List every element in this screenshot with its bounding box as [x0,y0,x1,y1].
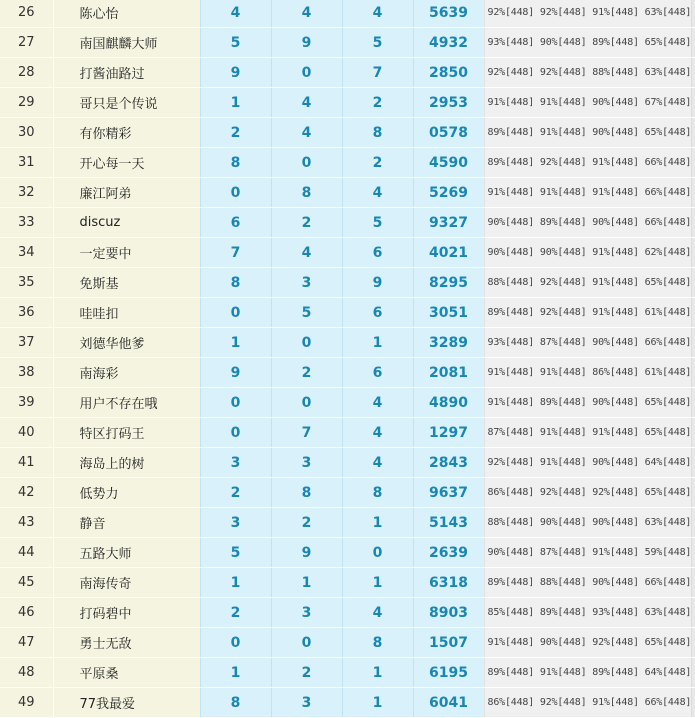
rank-cell: 34 [0,238,53,268]
digit-2-cell: 3 [271,448,342,478]
digit-3-cell: 6 [342,298,413,328]
rank-cell: 40 [0,418,53,448]
digit-1-cell: 0 [200,298,271,328]
table-row [0,508,695,538]
row-edge [691,418,695,448]
code-cell: 1297 [413,418,484,448]
stats-cell: 89%[448] 92%[448] 91%[448] 66%[448] [484,148,691,178]
table-row [0,28,695,58]
rank-cell: 44 [0,538,53,568]
row-edge [691,58,695,88]
digit-3-cell: 1 [342,658,413,688]
code-cell: 4021 [413,238,484,268]
stats-cell: 85%[448] 89%[448] 93%[448] 63%[448] [484,598,691,628]
digit-2-cell: 2 [271,208,342,238]
digit-1-cell: 7 [200,238,271,268]
table-row [0,478,695,508]
digit-2-cell: 2 [271,658,342,688]
digit-3-cell: 1 [342,328,413,358]
digit-2-cell: 4 [271,0,342,28]
stats-cell: 90%[448] 90%[448] 91%[448] 62%[448] [484,238,691,268]
row-edge [691,508,695,538]
digit-3-cell: 9 [342,268,413,298]
username-cell[interactable]: 廉江阿弟 [53,178,200,208]
digit-3-cell: 8 [342,478,413,508]
digit-1-cell: 1 [200,88,271,118]
digit-3-cell: 8 [342,628,413,658]
table-row [0,688,695,718]
table-row [0,238,695,268]
stats-cell: 93%[448] 90%[448] 89%[448] 65%[448] [484,28,691,58]
rank-cell: 42 [0,478,53,508]
code-cell: 5639 [413,0,484,28]
digit-2-cell: 9 [271,28,342,58]
digit-2-cell: 3 [271,688,342,718]
table-row [0,88,695,118]
digit-1-cell: 3 [200,508,271,538]
username-cell[interactable]: 免斯基 [53,268,200,298]
digit-3-cell: 2 [342,148,413,178]
row-edge [691,0,695,28]
digit-3-cell: 4 [342,418,413,448]
row-edge [691,178,695,208]
code-cell: 3289 [413,328,484,358]
table-row [0,118,695,148]
stats-cell: 89%[448] 91%[448] 89%[448] 64%[448] [484,658,691,688]
digit-2-cell: 4 [271,238,342,268]
code-cell: 9637 [413,478,484,508]
digit-1-cell: 0 [200,418,271,448]
row-edge [691,238,695,268]
code-cell: 4932 [413,28,484,58]
row-edge [691,358,695,388]
code-cell: 0578 [413,118,484,148]
stats-cell: 86%[448] 92%[448] 91%[448] 66%[448] [484,688,691,718]
stats-cell: 92%[448] 91%[448] 90%[448] 64%[448] [484,448,691,478]
code-cell: 9327 [413,208,484,238]
stats-cell: 91%[448] 91%[448] 91%[448] 66%[448] [484,178,691,208]
digit-1-cell: 0 [200,178,271,208]
row-edge [691,388,695,418]
digit-3-cell: 6 [342,238,413,268]
rank-cell: 48 [0,658,53,688]
stats-cell: 89%[448] 92%[448] 91%[448] 61%[448] [484,298,691,328]
code-cell: 2850 [413,58,484,88]
table-row [0,298,695,328]
rank-cell: 30 [0,118,53,148]
digit-3-cell: 5 [342,28,413,58]
table-row [0,58,695,88]
username-cell[interactable]: 平原桑 [53,658,200,688]
digit-1-cell: 2 [200,598,271,628]
row-edge [691,28,695,58]
rank-cell: 38 [0,358,53,388]
stats-cell: 87%[448] 91%[448] 91%[448] 65%[448] [484,418,691,448]
stats-cell: 88%[448] 90%[448] 90%[448] 63%[448] [484,508,691,538]
digit-1-cell: 1 [200,658,271,688]
stats-cell: 91%[448] 90%[448] 92%[448] 65%[448] [484,628,691,658]
digit-2-cell: 0 [271,58,342,88]
table-row [0,538,695,568]
code-cell: 6041 [413,688,484,718]
username-cell[interactable]: 开心每一天 [53,148,200,178]
digit-1-cell: 5 [200,538,271,568]
digit-1-cell: 1 [200,568,271,598]
digit-2-cell: 7 [271,418,342,448]
digit-1-cell: 8 [200,148,271,178]
stats-cell: 93%[448] 87%[448] 90%[448] 66%[448] [484,328,691,358]
username-cell[interactable]: 南国麒麟大师 [53,28,200,58]
digit-1-cell: 3 [200,448,271,478]
stats-cell: 91%[448] 91%[448] 86%[448] 61%[448] [484,358,691,388]
digit-2-cell: 5 [271,298,342,328]
code-cell: 6318 [413,568,484,598]
username-cell[interactable]: 一定要中 [53,238,200,268]
digit-2-cell: 2 [271,508,342,538]
row-edge [691,328,695,358]
username-cell[interactable]: 77我最爱 [53,688,200,718]
row-edge [691,538,695,568]
row-edge [691,208,695,238]
rank-cell: 29 [0,88,53,118]
digit-1-cell: 0 [200,388,271,418]
username-cell[interactable]: 打酱油路过 [53,58,200,88]
rank-cell: 45 [0,568,53,598]
username-cell[interactable]: 有你精彩 [53,118,200,148]
digit-1-cell: 2 [200,478,271,508]
digit-1-cell: 0 [200,628,271,658]
digit-1-cell: 2 [200,118,271,148]
username-cell[interactable]: 南海彩 [53,358,200,388]
table-row [0,418,695,448]
code-cell: 2953 [413,88,484,118]
username-cell[interactable]: 南海传奇 [53,568,200,598]
stats-cell: 92%[448] 92%[448] 91%[448] 63%[448] [484,0,691,28]
username-cell[interactable]: 打码碧中 [53,598,200,628]
digit-3-cell: 5 [342,208,413,238]
table-row [0,658,695,688]
username-cell[interactable]: discuz [53,208,200,238]
row-edge [691,568,695,598]
digit-1-cell: 9 [200,358,271,388]
table-row [0,178,695,208]
digit-3-cell: 2 [342,88,413,118]
stats-cell: 89%[448] 91%[448] 90%[448] 65%[448] [484,118,691,148]
code-cell: 5143 [413,508,484,538]
table-row [0,358,695,388]
digit-2-cell: 8 [271,478,342,508]
stats-cell: 90%[448] 89%[448] 90%[448] 66%[448] [484,208,691,238]
digit-3-cell: 1 [342,508,413,538]
rank-cell: 35 [0,268,53,298]
username-cell[interactable]: 哇哇扣 [53,298,200,328]
digit-2-cell: 0 [271,328,342,358]
table-row [0,628,695,658]
username-cell[interactable]: 刘德华他爹 [53,328,200,358]
code-cell: 5269 [413,178,484,208]
stats-cell: 86%[448] 92%[448] 92%[448] 65%[448] [484,478,691,508]
row-edge [691,478,695,508]
row-edge [691,148,695,178]
digit-1-cell: 1 [200,328,271,358]
digit-2-cell: 9 [271,538,342,568]
digit-2-cell: 3 [271,268,342,298]
rank-cell: 43 [0,508,53,538]
digit-2-cell: 0 [271,388,342,418]
code-cell: 8295 [413,268,484,298]
row-edge [691,628,695,658]
digit-3-cell: 1 [342,568,413,598]
digit-2-cell: 0 [271,148,342,178]
rank-cell: 33 [0,208,53,238]
digit-2-cell: 8 [271,178,342,208]
digit-3-cell: 1 [342,688,413,718]
digit-3-cell: 4 [342,598,413,628]
table-row [0,388,695,418]
rank-cell: 28 [0,58,53,88]
digit-3-cell: 4 [342,0,413,28]
table-row [0,0,695,28]
row-edge [691,268,695,298]
code-cell: 3051 [413,298,484,328]
code-cell: 2081 [413,358,484,388]
row-edge [691,598,695,628]
rank-cell: 36 [0,298,53,328]
username-cell[interactable]: 勇士无敌 [53,628,200,658]
table-row [0,328,695,358]
table-row [0,448,695,478]
username-cell[interactable]: 五路大师 [53,538,200,568]
digit-3-cell: 4 [342,388,413,418]
code-cell: 4890 [413,388,484,418]
digit-1-cell: 9 [200,58,271,88]
digit-3-cell: 6 [342,358,413,388]
digit-3-cell: 7 [342,58,413,88]
digit-1-cell: 6 [200,208,271,238]
table-row [0,268,695,298]
rank-cell: 46 [0,598,53,628]
row-edge [691,688,695,718]
digit-3-cell: 4 [342,448,413,478]
digit-2-cell: 2 [271,358,342,388]
stats-cell: 89%[448] 88%[448] 90%[448] 66%[448] [484,568,691,598]
code-cell: 8903 [413,598,484,628]
username-cell[interactable]: 用户不存在哦 [53,388,200,418]
code-cell: 2843 [413,448,484,478]
rank-cell: 49 [0,688,53,718]
table-row [0,208,695,238]
stats-cell: 92%[448] 92%[448] 88%[448] 63%[448] [484,58,691,88]
username-cell[interactable]: 静音 [53,508,200,538]
table-row [0,148,695,178]
code-cell: 1507 [413,628,484,658]
row-edge [691,298,695,328]
digit-1-cell: 8 [200,268,271,298]
table-row [0,568,695,598]
username-cell[interactable]: 海岛上的树 [53,448,200,478]
rank-cell: 27 [0,28,53,58]
digit-3-cell: 4 [342,178,413,208]
code-cell: 4590 [413,148,484,178]
row-edge [691,658,695,688]
digit-3-cell: 0 [342,538,413,568]
stats-cell: 91%[448] 89%[448] 90%[448] 65%[448] [484,388,691,418]
digit-1-cell: 4 [200,0,271,28]
rank-cell: 37 [0,328,53,358]
row-edge [691,448,695,478]
digit-2-cell: 1 [271,568,342,598]
row-edge [691,88,695,118]
digit-1-cell: 8 [200,688,271,718]
stats-cell: 88%[448] 92%[448] 91%[448] 65%[448] [484,268,691,298]
rank-cell: 39 [0,388,53,418]
row-edge [691,118,695,148]
username-cell[interactable]: 哥只是个传说 [53,88,200,118]
digit-3-cell: 8 [342,118,413,148]
username-cell[interactable]: 特区打码王 [53,418,200,448]
digit-1-cell: 5 [200,28,271,58]
table-row [0,598,695,628]
rank-cell: 26 [0,0,53,28]
stats-cell: 90%[448] 87%[448] 91%[448] 59%[448] [484,538,691,568]
rank-cell: 47 [0,628,53,658]
code-cell: 2639 [413,538,484,568]
stats-cell: 91%[448] 91%[448] 90%[448] 67%[448] [484,88,691,118]
rank-cell: 31 [0,148,53,178]
digit-2-cell: 3 [271,598,342,628]
digit-2-cell: 0 [271,628,342,658]
digit-2-cell: 4 [271,88,342,118]
username-cell[interactable]: 陈心怡 [53,0,200,28]
digit-2-cell: 4 [271,118,342,148]
code-cell: 6195 [413,658,484,688]
rank-cell: 32 [0,178,53,208]
rank-cell: 41 [0,448,53,478]
username-cell[interactable]: 低势力 [53,478,200,508]
